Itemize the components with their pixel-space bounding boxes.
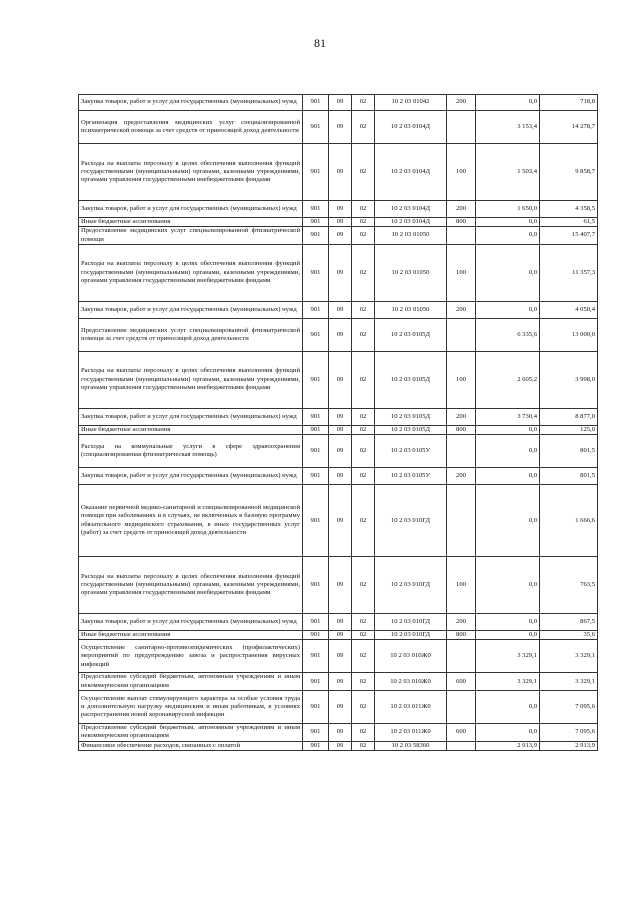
table-row — [79, 673, 598, 691]
cell-grbs: 901 — [303, 351, 329, 408]
cell-section: 09 — [329, 691, 352, 724]
cell-amount-total: 2 913,9 — [540, 741, 598, 750]
cell-amount-change: 2 913,9 — [476, 741, 540, 750]
cell-amount-total: 125,0 — [540, 425, 598, 434]
table-row — [79, 218, 598, 227]
cell-name: Оказание первичной медико-санитарной и специализированной медицинской помощи при заболеваниях и в случаях, не включенных в базовую программу обязательного медицинского страхования, в иных государственных услуг (работ) за счет средств от приносящей доход деятельности — [79, 485, 303, 557]
cell-section: 09 — [329, 425, 352, 434]
cell-expense-type — [447, 485, 476, 557]
cell-name: Закупка товаров, работ и услуг для государственных (муниципальных) нужд — [79, 301, 303, 318]
cell-target-article: 10 2 03 0104Д — [375, 201, 447, 218]
cell-grbs: 901 — [303, 201, 329, 218]
cell-section: 09 — [329, 614, 352, 631]
budget-table — [78, 94, 598, 751]
cell-amount-change: 0,0 — [476, 218, 540, 227]
cell-grbs: 901 — [303, 425, 329, 434]
cell-section: 09 — [329, 95, 352, 111]
cell-section: 09 — [329, 468, 352, 485]
cell-name: Закупка товаров, работ и услуг для государственных (муниципальных) нужд — [79, 468, 303, 485]
cell-amount-change: 0,0 — [476, 724, 540, 742]
cell-amount-total: 3 329,1 — [540, 673, 598, 691]
cell-name: Предоставление медицинских услуг специализированной фтизиатрической помощи — [79, 227, 303, 245]
cell-grbs: 901 — [303, 218, 329, 227]
cell-amount-total: 9 858,7 — [540, 144, 598, 201]
cell-amount-total: 61,5 — [540, 218, 598, 227]
table-row — [79, 631, 598, 640]
cell-grbs: 901 — [303, 691, 329, 724]
cell-target-article: 10 2 03 011Ж0 — [375, 724, 447, 742]
cell-grbs: 901 — [303, 144, 329, 201]
cell-target-article: 10 2 03 010ГД — [375, 485, 447, 557]
cell-amount-total: 8 877,0 — [540, 408, 598, 425]
table-row — [79, 111, 598, 144]
cell-expense-type — [447, 691, 476, 724]
cell-section: 09 — [329, 227, 352, 245]
table-row — [79, 724, 598, 742]
cell-amount-change: 2 605,2 — [476, 351, 540, 408]
cell-name: Осуществление санитарно-противоэпидемических (профилактических) мероприятий по предупреждению завоза и распространения вирусных инфекций — [79, 640, 303, 673]
cell-section: 09 — [329, 673, 352, 691]
cell-subsection: 02 — [352, 301, 375, 318]
cell-section: 09 — [329, 741, 352, 750]
cell-subsection: 02 — [352, 425, 375, 434]
cell-amount-change: 0,0 — [476, 691, 540, 724]
cell-name: Закупка товаров, работ и услуг для государственных (муниципальных) нужд — [79, 408, 303, 425]
table-row — [79, 244, 598, 301]
cell-target-article: 10 2 03 010ГД — [375, 614, 447, 631]
cell-name: Финансовое обеспечение расходов, связанных с оплатой — [79, 741, 303, 750]
cell-section: 09 — [329, 244, 352, 301]
cell-amount-change: 0,0 — [476, 227, 540, 245]
cell-amount-change: 3 153,4 — [476, 111, 540, 144]
cell-subsection: 02 — [352, 640, 375, 673]
cell-amount-total: 1 666,6 — [540, 485, 598, 557]
cell-amount-change: 1 503,4 — [476, 144, 540, 201]
cell-subsection: 02 — [352, 435, 375, 468]
cell-expense-type: 600 — [447, 673, 476, 691]
cell-amount-change: 3 730,4 — [476, 408, 540, 425]
cell-expense-type: 800 — [447, 631, 476, 640]
cell-amount-total: 801,5 — [540, 435, 598, 468]
cell-amount-total: 7 095,6 — [540, 691, 598, 724]
cell-name: Расходы на коммунальные услуги в сфере здравоохранения (специализированная фтизиатрическая помощь) — [79, 435, 303, 468]
cell-subsection: 02 — [352, 227, 375, 245]
cell-expense-type: 100 — [447, 351, 476, 408]
cell-amount-total: 11 357,3 — [540, 244, 598, 301]
cell-subsection: 02 — [352, 614, 375, 631]
cell-target-article: 10 2 03 0104Д — [375, 111, 447, 144]
cell-amount-change: 1 650,0 — [476, 201, 540, 218]
cell-expense-type — [447, 741, 476, 750]
cell-amount-total: 3 329,1 — [540, 640, 598, 673]
cell-amount-total: 13 000,0 — [540, 318, 598, 351]
cell-name: Расходы на выплаты персоналу в целях обеспечения выполнения функций государственными (муниципальными) органами, казенными учреждениями, органами управления государственными внебюджетными фондами — [79, 351, 303, 408]
cell-amount-total: 4 358,5 — [540, 201, 598, 218]
cell-name: Расходы на выплаты персоналу в целях обеспечения выполнения функций государственными (муниципальными) органами, казенными учреждениями, органами управления государственными внебюджетными фондами — [79, 144, 303, 201]
cell-subsection: 02 — [352, 351, 375, 408]
table-row — [79, 468, 598, 485]
cell-subsection: 02 — [352, 485, 375, 557]
cell-expense-type: 200 — [447, 95, 476, 111]
cell-target-article: 10 2 03 010Ж0 — [375, 673, 447, 691]
cell-expense-type — [447, 640, 476, 673]
table-row — [79, 351, 598, 408]
cell-target-article: 10 2 03 0105Д — [375, 425, 447, 434]
cell-amount-total: 801,5 — [540, 468, 598, 485]
cell-amount-total: 15 407,7 — [540, 227, 598, 245]
cell-section: 09 — [329, 218, 352, 227]
cell-section: 09 — [329, 640, 352, 673]
cell-target-article: 10 2 03 010ГД — [375, 631, 447, 640]
cell-expense-type: 100 — [447, 244, 476, 301]
cell-target-article: 10 2 03 58360 — [375, 741, 447, 750]
cell-target-article: 10 2 03 0104Д — [375, 218, 447, 227]
cell-subsection: 02 — [352, 724, 375, 742]
cell-expense-type: 100 — [447, 557, 476, 614]
cell-amount-change: 0,0 — [476, 485, 540, 557]
cell-target-article: 10 2 03 0105Д — [375, 318, 447, 351]
cell-section: 09 — [329, 408, 352, 425]
cell-amount-change: 0,0 — [476, 301, 540, 318]
cell-expense-type: 200 — [447, 614, 476, 631]
cell-expense-type — [447, 227, 476, 245]
cell-section: 09 — [329, 435, 352, 468]
cell-section: 09 — [329, 144, 352, 201]
cell-grbs: 901 — [303, 408, 329, 425]
cell-section: 09 — [329, 318, 352, 351]
table-row — [79, 201, 598, 218]
cell-name: Предоставление субсидий бюджетным, автономным учреждениям и иным некоммерческим организациям — [79, 724, 303, 742]
table-row — [79, 301, 598, 318]
cell-target-article: 10 2 03 0105У — [375, 468, 447, 485]
cell-target-article: 10 2 03 0105Д — [375, 408, 447, 425]
cell-amount-total: 14 278,7 — [540, 111, 598, 144]
cell-amount-change: 0,0 — [476, 557, 540, 614]
cell-subsection: 02 — [352, 95, 375, 111]
cell-grbs: 901 — [303, 111, 329, 144]
cell-amount-change: 6 335,6 — [476, 318, 540, 351]
cell-subsection: 02 — [352, 557, 375, 614]
cell-name: Закупка товаров, работ и услуг для государственных (муниципальных) нужд — [79, 614, 303, 631]
cell-amount-change: 3 329,1 — [476, 673, 540, 691]
cell-amount-change: 0,0 — [476, 95, 540, 111]
cell-section: 09 — [329, 201, 352, 218]
cell-target-article: 10 2 03 01042 — [375, 95, 447, 111]
cell-name: Организация предоставления медицинских услуг специализированной психиатрической помощи за счет средств от приносящей доход деятельности — [79, 111, 303, 144]
cell-section: 09 — [329, 631, 352, 640]
table-row — [79, 485, 598, 557]
cell-expense-type: 200 — [447, 201, 476, 218]
cell-target-article: 10 2 03 010Ж0 — [375, 640, 447, 673]
cell-grbs: 901 — [303, 318, 329, 351]
cell-amount-total: 4 050,4 — [540, 301, 598, 318]
cell-grbs: 901 — [303, 95, 329, 111]
cell-expense-type: 800 — [447, 425, 476, 434]
cell-subsection: 02 — [352, 691, 375, 724]
cell-grbs: 901 — [303, 614, 329, 631]
cell-subsection: 02 — [352, 741, 375, 750]
cell-target-article: 10 2 03 0104Д — [375, 144, 447, 201]
cell-expense-type — [447, 435, 476, 468]
cell-target-article: 10 2 03 0105У — [375, 435, 447, 468]
cell-target-article: 10 2 03 010ГД — [375, 557, 447, 614]
table-row — [79, 95, 598, 111]
cell-expense-type: 100 — [447, 144, 476, 201]
cell-grbs: 901 — [303, 227, 329, 245]
cell-grbs: 901 — [303, 485, 329, 557]
cell-expense-type: 200 — [447, 468, 476, 485]
table-row — [79, 614, 598, 631]
cell-section: 09 — [329, 724, 352, 742]
cell-section: 09 — [329, 111, 352, 144]
cell-target-article: 10 2 03 011Ж0 — [375, 691, 447, 724]
cell-amount-change: 0,0 — [476, 425, 540, 434]
cell-name: Осуществление выплат стимулирующего характера за особые условия труда и дополнительную нагрузку медицинским и иным работникам, в условиях распространения новой коронавирусной инфекции — [79, 691, 303, 724]
cell-amount-change: 0,0 — [476, 631, 540, 640]
table-row — [79, 318, 598, 351]
cell-subsection: 02 — [352, 318, 375, 351]
table-row — [79, 557, 598, 614]
cell-grbs: 901 — [303, 724, 329, 742]
cell-expense-type: 600 — [447, 724, 476, 742]
cell-grbs: 901 — [303, 301, 329, 318]
cell-target-article: 10 2 03 0105Д — [375, 351, 447, 408]
cell-name: Закупка товаров, работ и услуг для государственных (муниципальных) нужд — [79, 201, 303, 218]
cell-amount-change: 0,0 — [476, 244, 540, 301]
cell-name: Иные бюджетные ассигнования — [79, 631, 303, 640]
cell-expense-type: 800 — [447, 218, 476, 227]
cell-expense-type: 200 — [447, 408, 476, 425]
cell-amount-total: 35,6 — [540, 631, 598, 640]
cell-target-article: 10 2 03 01050 — [375, 227, 447, 245]
cell-name: Иные бюджетные ассигнования — [79, 218, 303, 227]
cell-name: Иные бюджетные ассигнования — [79, 425, 303, 434]
cell-amount-change: 3 329,1 — [476, 640, 540, 673]
cell-subsection: 02 — [352, 201, 375, 218]
cell-grbs: 901 — [303, 468, 329, 485]
cell-expense-type — [447, 318, 476, 351]
cell-subsection: 02 — [352, 111, 375, 144]
cell-amount-total: 718,8 — [540, 95, 598, 111]
cell-section: 09 — [329, 485, 352, 557]
cell-grbs: 901 — [303, 640, 329, 673]
cell-grbs: 901 — [303, 244, 329, 301]
table-row — [79, 144, 598, 201]
cell-subsection: 02 — [352, 673, 375, 691]
cell-name: Предоставление медицинских услуг специализированной фтизиатрической помощи за счет средств от приносящей доход деятельности — [79, 318, 303, 351]
cell-subsection: 02 — [352, 144, 375, 201]
cell-grbs: 901 — [303, 741, 329, 750]
table-row — [79, 640, 598, 673]
cell-name: Предоставление субсидий бюджетным, автономным учреждениям и иным некоммерческим организациям — [79, 673, 303, 691]
cell-name: Расходы на выплаты персоналу в целях обеспечения выполнения функций государственными (муниципальными) органами, казенными учреждениями, органами управления государственными внебюджетными фондами — [79, 557, 303, 614]
cell-grbs: 901 — [303, 673, 329, 691]
cell-section: 09 — [329, 301, 352, 318]
cell-section: 09 — [329, 557, 352, 614]
table-row — [79, 435, 598, 468]
cell-amount-change: 0,0 — [476, 614, 540, 631]
cell-subsection: 02 — [352, 468, 375, 485]
cell-subsection: 02 — [352, 631, 375, 640]
cell-target-article: 10 2 03 01050 — [375, 244, 447, 301]
page-number: 81 — [314, 36, 326, 50]
cell-grbs: 901 — [303, 435, 329, 468]
cell-section: 09 — [329, 351, 352, 408]
cell-amount-total: 7 095,6 — [540, 724, 598, 742]
table-row — [79, 741, 598, 750]
budget-table-body — [79, 95, 598, 751]
cell-expense-type: 200 — [447, 301, 476, 318]
cell-amount-total: 763,5 — [540, 557, 598, 614]
cell-amount-total: 867,5 — [540, 614, 598, 631]
cell-subsection: 02 — [352, 244, 375, 301]
cell-target-article: 10 2 03 01050 — [375, 301, 447, 318]
cell-amount-change: 0,0 — [476, 435, 540, 468]
cell-name: Расходы на выплаты персоналу в целях обеспечения выполнения функций государственными (муниципальными) органами, казенными учреждениями, органами управления государственными внебюджетными фондами — [79, 244, 303, 301]
cell-grbs: 901 — [303, 557, 329, 614]
table-row — [79, 691, 598, 724]
cell-subsection: 02 — [352, 408, 375, 425]
cell-subsection: 02 — [352, 218, 375, 227]
table-row — [79, 425, 598, 434]
cell-name: Закупка товаров, работ и услуг для государственных (муниципальных) нужд — [79, 95, 303, 111]
cell-grbs: 901 — [303, 631, 329, 640]
cell-amount-total: 3 998,0 — [540, 351, 598, 408]
table-row — [79, 227, 598, 245]
table-row — [79, 408, 598, 425]
cell-amount-change: 0,0 — [476, 468, 540, 485]
cell-expense-type — [447, 111, 476, 144]
